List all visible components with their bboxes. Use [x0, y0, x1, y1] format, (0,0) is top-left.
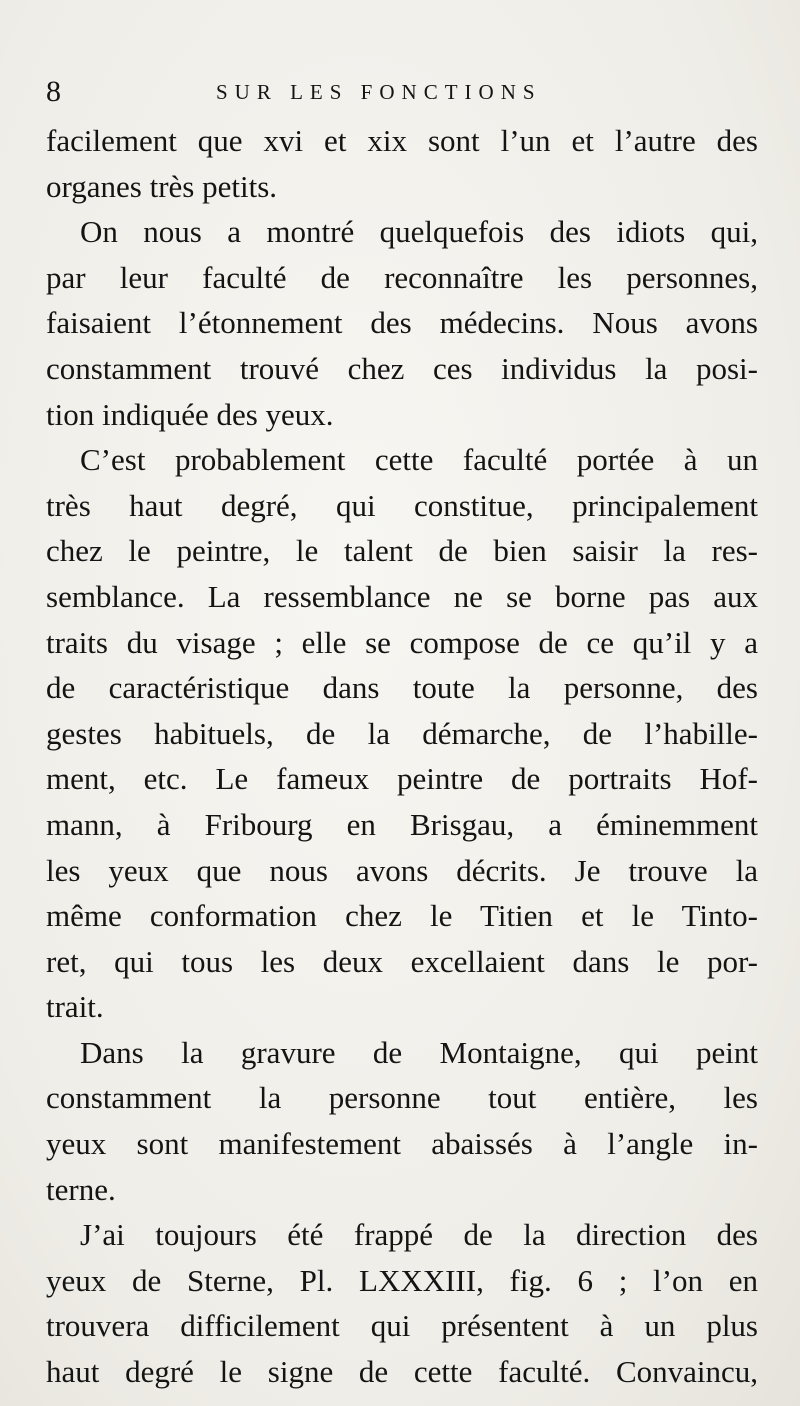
paragraph-first-line: Dans la gravure de Montaigne, qui peint — [80, 1034, 758, 1070]
text-line: tion indiquée des yeux. — [46, 396, 334, 432]
text-line: même conformation chez le Titien et le Tinto- — [46, 898, 758, 934]
paragraph-first-line: C’est probablement cette faculté portée à un — [80, 442, 758, 478]
text-line: yeux sont manifestement abaissés à l’angle in- — [46, 1126, 758, 1162]
text-line: facilement que xvi et xix sont l’un et l’autre des — [46, 123, 758, 158]
text-line: constamment trouvé chez ces individus la posi- — [46, 350, 758, 386]
page-header — [46, 72, 606, 112]
paragraph-first-line: J’ai toujours été frappé de la direction des — [80, 1217, 758, 1253]
body-text — [46, 118, 758, 1395]
text-line: mann, à Fribourg en Brisgau, a éminemment — [46, 806, 758, 842]
text-line: terne. — [46, 1171, 116, 1207]
text-line: yeux de Sterne, Pl. LXXXIII, fig. 6 ; l’on en — [46, 1262, 758, 1298]
text-line: faisaient l’étonnement des médecins. Nous avons — [46, 305, 758, 341]
text-line: ment, etc. Le fameux peintre de portraits Hof- — [46, 761, 758, 797]
text-line: traits du visage ; elle se compose de ce qu’il y a — [46, 624, 758, 660]
text-line: les yeux que nous avons décrits. Je trouve la — [46, 852, 758, 888]
text-line: semblance. La ressemblance ne se borne pas aux — [46, 578, 758, 614]
text-line: gestes habituels, de la démarche, de l’habille- — [46, 715, 758, 751]
running-head: SUR LES FONCTIONS — [216, 80, 542, 104]
text-line: trait. — [46, 989, 104, 1025]
text-line: trouvera difficilement qui présentent à un plus — [46, 1308, 758, 1344]
text-line: de caractéristique dans toute la personne, des — [46, 670, 758, 706]
text-line: organes très petits. — [46, 168, 278, 204]
text-line: par leur faculté de reconnaître les personnes, — [46, 259, 758, 295]
page-number: 8 — [46, 75, 61, 108]
text-line: haut degré le signe de cette faculté. Convaincu, — [46, 1354, 758, 1390]
text-line: très haut degré, qui constitue, principalement — [46, 487, 758, 523]
text-line: chez le peintre, le talent de bien saisir la res- — [46, 533, 758, 569]
text-line: ret, qui tous les deux excellaient dans le por- — [46, 943, 758, 979]
paragraph-first-line: On nous a montré quelquefois des idiots qui, — [80, 214, 758, 250]
text-line: constamment la personne tout entière, les — [46, 1080, 758, 1116]
